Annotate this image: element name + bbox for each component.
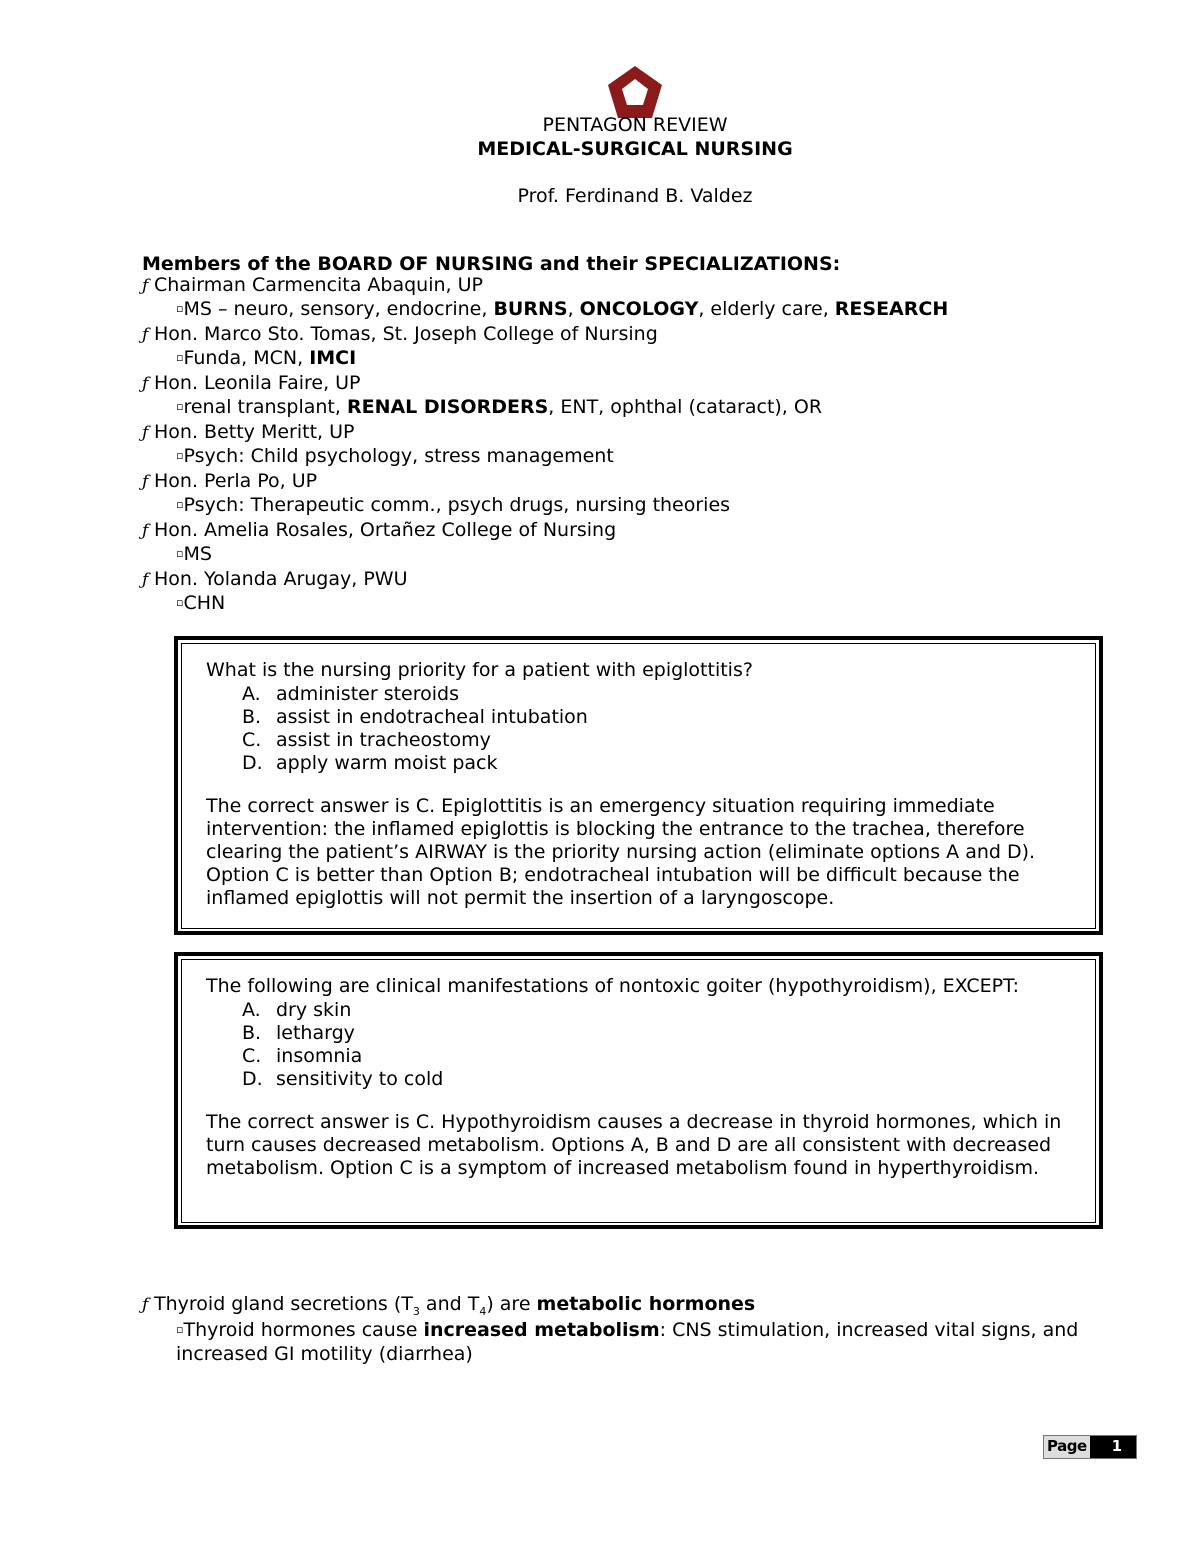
bullet-icon: ƒ — [142, 570, 149, 590]
option-text: sensitivity to cold — [276, 1068, 444, 1090]
member-item — [142, 567, 1142, 591]
document-subtitle: MEDICAL-SURGICAL NURSING — [477, 138, 793, 160]
member-name: Hon. Marco Sto. Tomas, St. Joseph College of Nursing — [154, 323, 658, 345]
page-number: 1 — [1090, 1436, 1136, 1458]
specialization-text: Psych: Therapeutic comm., psych drugs, nursing theories — [183, 494, 731, 516]
option-letter: A. — [242, 999, 261, 1021]
option-letter: C. — [242, 1045, 262, 1067]
option-letter: D. — [242, 1068, 263, 1090]
option-letter: B. — [242, 706, 262, 728]
member-specialization — [142, 444, 1142, 469]
bullet-icon: ƒ — [142, 374, 149, 394]
specialization-text: MS — [183, 543, 212, 565]
member-specialization — [142, 395, 1142, 420]
specialization-text: renal transplant, — [183, 396, 347, 418]
thyroid-section — [142, 1292, 1132, 1366]
option-text: assist in tracheostomy — [276, 729, 491, 751]
member-name: Hon. Yolanda Arugay, PWU — [154, 568, 408, 590]
sub-bullet-icon: ▫ — [176, 547, 184, 560]
option-item — [206, 1021, 1075, 1044]
specialization-text: RENAL DISORDERS — [346, 396, 549, 418]
bullet-icon: ƒ — [142, 472, 149, 492]
option-letter: A. — [242, 683, 261, 705]
options-list — [206, 682, 1075, 774]
answer-explanation: The correct answer is C. Epiglottitis is an emergency situation requiring immediate intervention: the inflamed epiglottis is blocking the entrance to the trachea, therefore clearing the patient’s AIRWAY is the priority nursing action (eliminate options A and D). Option C is better than Option B; endotracheal intubation will be difficult because the inflamed epiglottis will not permit the insertion of a laryngoscope. — [206, 795, 1036, 909]
members-list — [142, 273, 1142, 616]
specialization-text: CHN — [183, 592, 226, 614]
member-specialization — [142, 493, 1142, 518]
specialization-text: ONCOLOGY — [579, 298, 699, 320]
option-text: administer steroids — [276, 683, 459, 705]
sub-bullet-icon: ▫ — [176, 449, 184, 462]
specialization-text: , elderly care, — [698, 298, 835, 320]
option-item — [206, 705, 1075, 728]
option-text: lethargy — [276, 1022, 355, 1044]
member-name: Hon. Leonila Faire, UP — [154, 372, 361, 394]
thyroid-sub-bullet: ▫Thyroid hormones cause increased metabolism: CNS stimulation, increased vital signs, and increased GI motility (diarrhea) — [176, 1319, 1079, 1365]
option-item — [206, 728, 1075, 751]
professor-name: Prof. Ferdinand B. Valdez — [517, 185, 753, 207]
member-name: Hon. Amelia Rosales, Ortañez College of Nursing — [154, 519, 617, 541]
member-item — [142, 420, 1142, 444]
option-item — [206, 998, 1075, 1021]
option-text: dry skin — [276, 999, 352, 1021]
specialization-text: Funda, MCN, — [183, 347, 310, 369]
sub-bullet-icon: ▫ — [176, 400, 184, 413]
sub-bullet-icon: ▫ — [176, 302, 184, 315]
question-box-2 — [174, 952, 1103, 1229]
pentagon-logo — [606, 64, 664, 120]
options-list — [206, 998, 1075, 1090]
sub-bullet-icon: ▫ — [176, 1323, 184, 1336]
option-letter: C. — [242, 729, 262, 751]
sub-bullet-icon: ▫ — [176, 498, 184, 511]
member-item — [142, 518, 1142, 542]
option-item — [206, 682, 1075, 705]
specialization-text: MS – neuro, sensory, endocrine, — [183, 298, 494, 320]
member-item — [142, 371, 1142, 395]
members-heading: Members of the BOARD OF NURSING and their SPECIALIZATIONS: — [142, 253, 841, 275]
member-specialization — [142, 591, 1142, 616]
specialization-text: , ENT, ophthal (cataract), OR — [548, 396, 823, 418]
option-text: apply warm moist pack — [276, 752, 498, 774]
member-item — [142, 273, 1142, 297]
option-text: insomnia — [276, 1045, 363, 1067]
option-item — [206, 1044, 1075, 1067]
member-specialization — [142, 346, 1142, 371]
option-item — [206, 1067, 1075, 1090]
bullet-icon: ƒ — [142, 423, 149, 443]
specialization-text: , — [567, 298, 580, 320]
bullet-icon: ƒ — [142, 276, 149, 296]
member-specialization — [142, 297, 1142, 322]
member-name: Chairman Carmencita Abaquin, UP — [154, 274, 483, 296]
member-specialization — [142, 542, 1142, 567]
specialization-text: RESEARCH — [834, 298, 949, 320]
sub-bullet-icon: ▫ — [176, 596, 184, 609]
bullet-icon: ƒ — [142, 1295, 149, 1315]
option-item — [206, 751, 1075, 774]
thyroid-bullet: ƒ Thyroid gland secretions ($T_3$ and $T_4$) are metabolic hormones — [142, 1293, 756, 1318]
option-letter: D. — [242, 752, 263, 774]
bullet-icon: ƒ — [142, 325, 149, 345]
page-label: Page — [1044, 1436, 1090, 1458]
member-name: Hon. Perla Po, UP — [154, 470, 318, 492]
member-name: Hon. Betty Meritt, UP — [154, 421, 355, 443]
document-title: PENTAGON REVIEW — [542, 114, 728, 136]
specialization-text: Psych: Child psychology, stress management — [183, 445, 614, 467]
sub-bullet-icon: ▫ — [176, 351, 184, 364]
option-text: assist in endotracheal intubation — [276, 706, 588, 728]
page-number-tag — [1043, 1435, 1137, 1459]
member-item — [142, 322, 1142, 346]
question-text: What is the nursing priority for a patient with epiglottitis? — [206, 659, 753, 681]
question-text: The following are clinical manifestations of nontoxic goiter (hypothyroidism), EXCEPT: — [206, 975, 1019, 997]
option-letter: B. — [242, 1022, 262, 1044]
answer-explanation: The correct answer is C. Hypothyroidism causes a decrease in thyroid hormones, which in turn causes decreased metabolism. Options A, B and D are all consistent with decreased metabolism. Option C is a symptom of increased metabolism found in hyperthyroidism. — [206, 1111, 1062, 1179]
question-box-1 — [174, 636, 1103, 935]
specialization-text: BURNS — [493, 298, 568, 320]
bullet-icon: ƒ — [142, 521, 149, 541]
specialization-text: IMCI — [309, 347, 357, 369]
member-item — [142, 469, 1142, 493]
